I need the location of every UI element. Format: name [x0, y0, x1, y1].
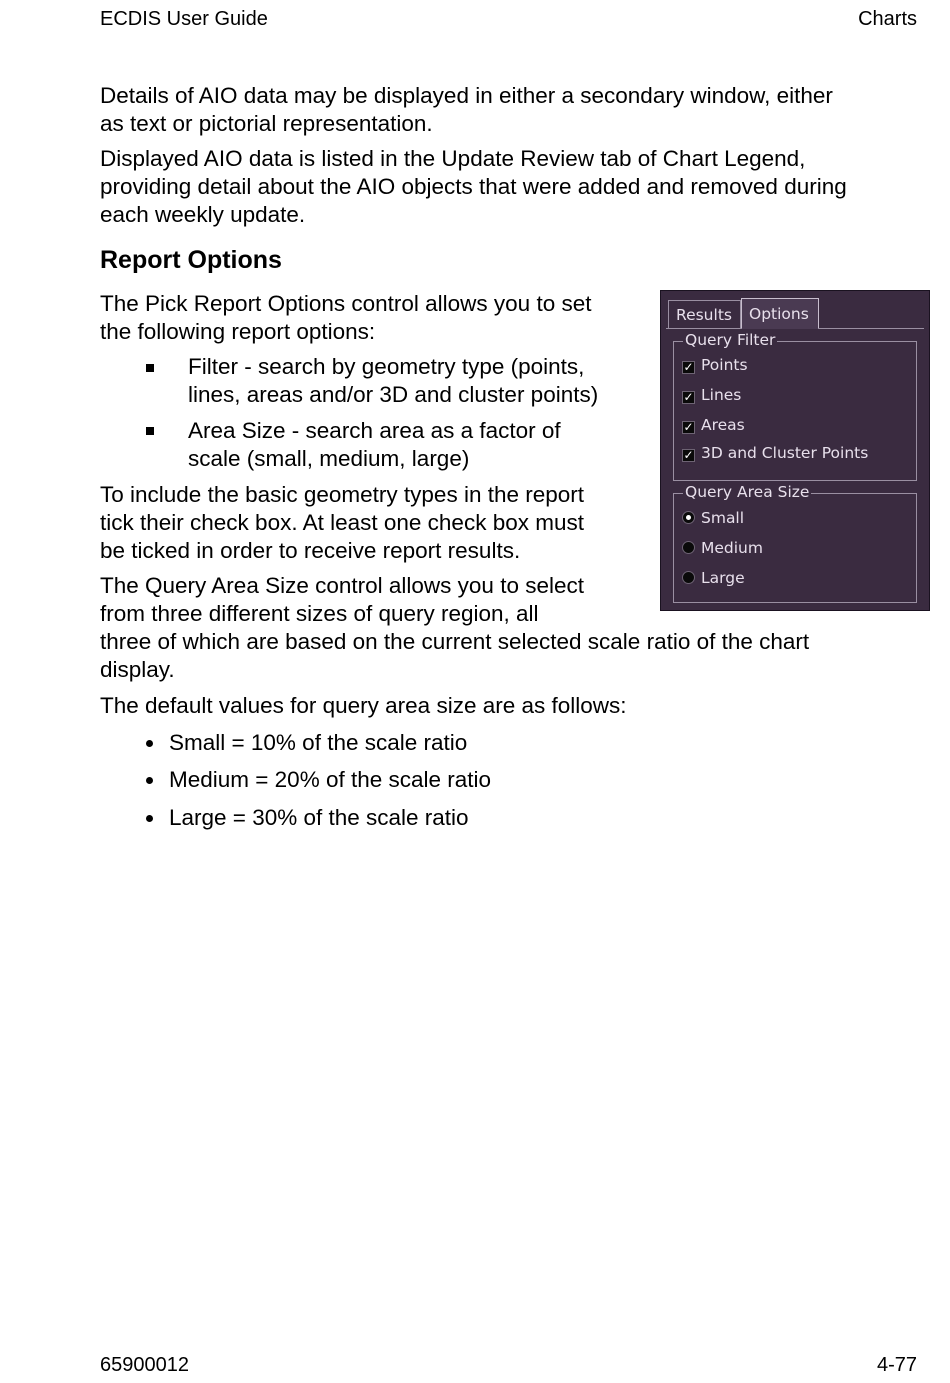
area-paragraph-line-4: display. — [100, 657, 175, 682]
large-option[interactable] — [682, 567, 745, 589]
area-paragraph-line-3: three of which are based on the current selected scale ratio of the chart — [100, 629, 810, 654]
running-header-section: Charts — [858, 8, 917, 30]
checkbox-checked-icon[interactable]: ✓ — [683, 390, 694, 404]
report-options-intro-line-1: The Pick Report Options control allows you to set — [100, 291, 592, 316]
areas-label: Areas — [701, 416, 745, 434]
area-paragraph-line-2: from three different sizes of query region, all — [100, 601, 539, 626]
checkbox-checked-icon[interactable]: ✓ — [683, 448, 694, 462]
points-option[interactable] — [682, 354, 748, 376]
checkbox-checked-icon[interactable]: ✓ — [683, 420, 694, 434]
intro-paragraph-2-line-2: providing detail about the AIO objects that were added and removed during — [100, 174, 847, 199]
report-options-dialog — [660, 290, 930, 611]
intro-paragraph-2-line-1: Displayed AIO data is listed in the Update Review tab of Chart Legend, — [100, 146, 806, 171]
geometry-paragraph-line-1: To include the basic geometry types in the report — [100, 482, 585, 507]
query-area-size-title: Query Area Size — [685, 483, 810, 501]
square-bullet — [146, 427, 154, 435]
area-paragraph-line-1: The Query Area Size control allows you to select — [100, 573, 584, 598]
section-heading: Report Options — [100, 246, 282, 274]
query-area-size-group — [673, 483, 917, 603]
round-bullet — [146, 777, 153, 784]
medium-option[interactable] — [682, 537, 763, 559]
large-label: Large — [701, 569, 745, 587]
square-bullet — [146, 364, 154, 372]
points-label: Points — [701, 356, 748, 374]
medium-label: Medium — [701, 539, 763, 557]
3d-cluster-points-option[interactable] — [682, 442, 868, 464]
tab-results[interactable]: Results — [668, 300, 741, 328]
query-filter-title: Query Filter — [685, 331, 776, 349]
area-size-bullet-line-1: Area Size - search area as a factor of — [188, 418, 561, 443]
filter-bullet-line-2: lines, areas and/or 3D and cluster points) — [188, 382, 599, 407]
round-bullet — [146, 740, 153, 747]
intro-paragraph-1-line-2: as text or pictorial representation. — [100, 111, 433, 136]
report-options-intro-line-2: the following report options: — [100, 319, 376, 344]
lines-label: Lines — [701, 386, 742, 404]
round-bullet — [146, 815, 153, 822]
default-large: Large = 30% of the scale ratio — [169, 805, 469, 830]
tab-options[interactable]: Options — [741, 298, 819, 328]
area-size-bullet-line-2: scale (small, medium, large) — [188, 446, 470, 471]
running-header-title: ECDIS User Guide — [100, 8, 268, 30]
default-medium: Medium = 20% of the scale ratio — [169, 767, 492, 792]
checkbox-checked-icon[interactable]: ✓ — [683, 360, 694, 374]
defaults-intro: The default values for query area size are as follows: — [100, 693, 627, 718]
areas-option[interactable] — [682, 414, 745, 436]
small-option[interactable] — [682, 507, 744, 529]
filter-bullet-line-1: Filter - search by geometry type (points, — [188, 354, 585, 379]
query-filter-group — [673, 331, 917, 481]
radio-unselected-icon[interactable] — [682, 541, 695, 554]
intro-paragraph-2-line-3: each weekly update. — [100, 202, 306, 227]
intro-paragraph-1-line-1: Details of AIO data may be displayed in either a secondary window, either — [100, 83, 833, 108]
radio-selected-icon[interactable] — [682, 511, 695, 524]
geometry-paragraph-line-2: tick their check box. At least one check box must — [100, 510, 584, 535]
page-number: 4-77 — [876, 1354, 917, 1376]
default-small: Small = 10% of the scale ratio — [169, 730, 468, 755]
small-label: Small — [701, 509, 745, 527]
geometry-paragraph-line-3: be ticked in order to receive report results. — [100, 538, 521, 563]
active-tab-gap — [742, 328, 818, 329]
document-number: 65900012 — [100, 1354, 189, 1376]
radio-unselected-icon[interactable] — [682, 571, 695, 584]
3d-cluster-points-label: 3D and Cluster Points — [701, 444, 869, 462]
lines-option[interactable] — [682, 384, 741, 406]
